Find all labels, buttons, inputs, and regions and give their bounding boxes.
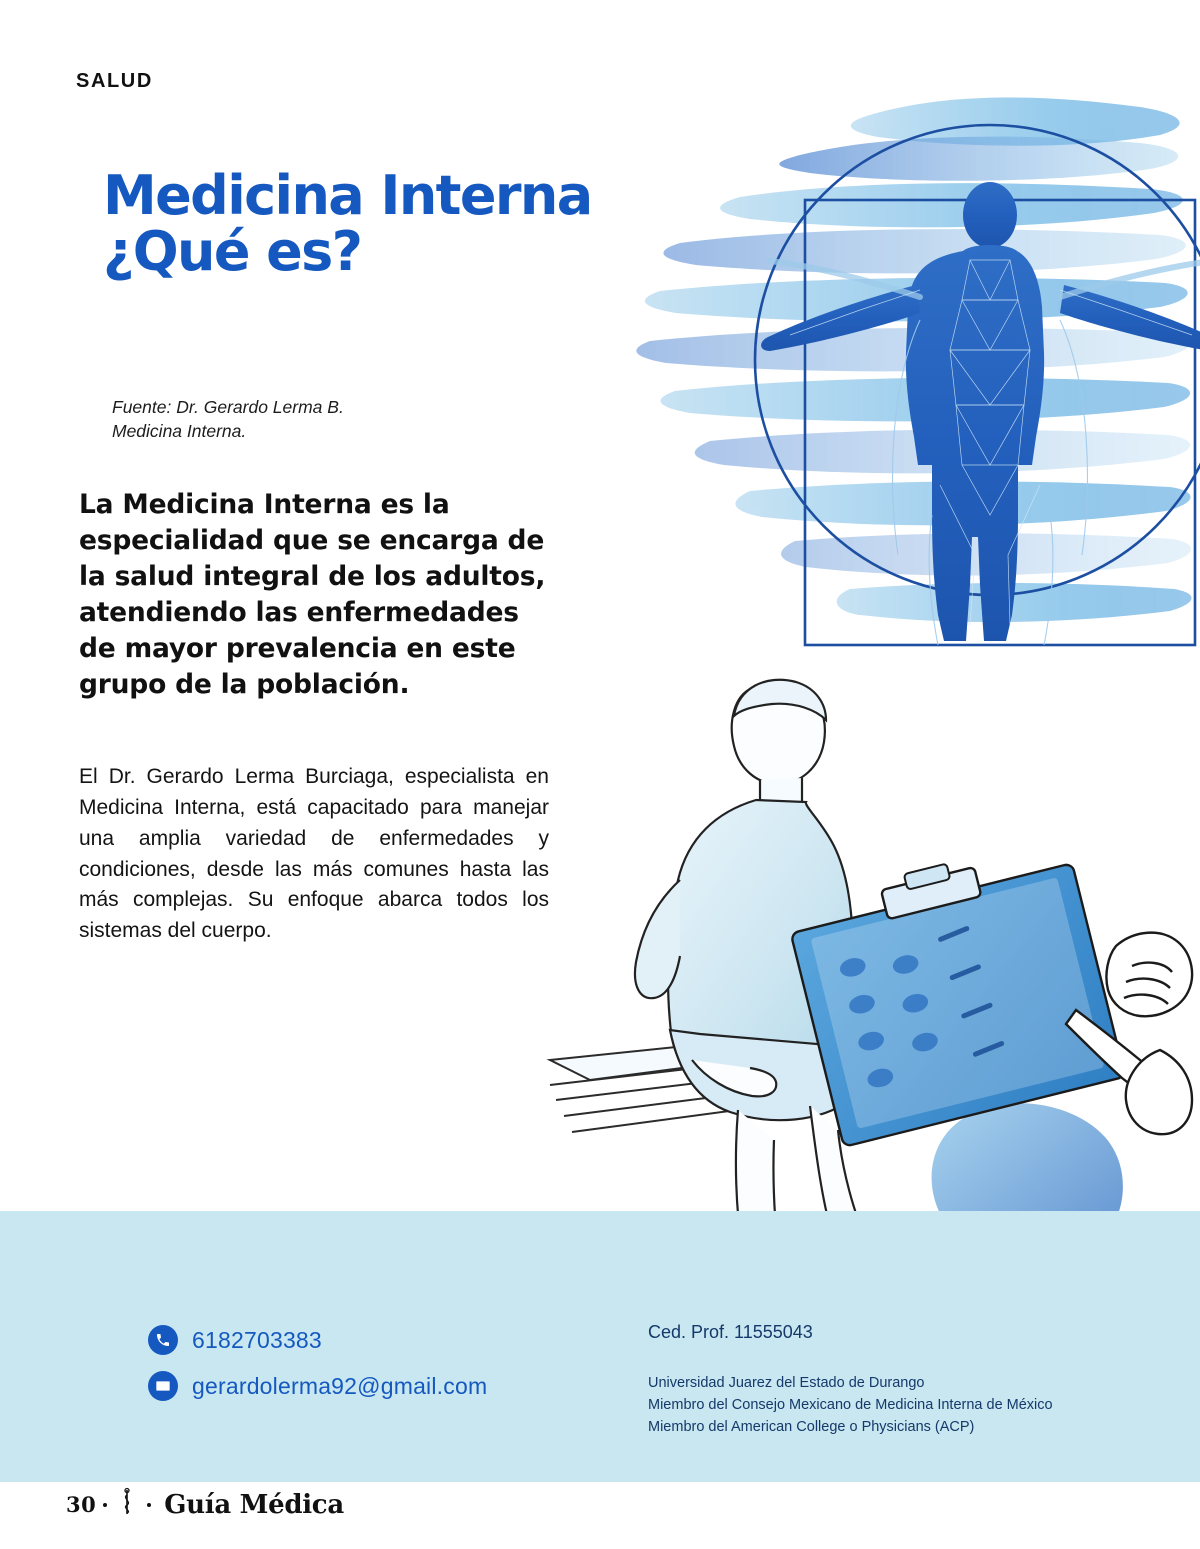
phone-icon <box>148 1325 178 1355</box>
section-kicker: SALUD <box>76 70 153 92</box>
source-line-1: Fuente: Dr. Gerardo Lerma B. <box>112 397 344 417</box>
vitruvian-man-svg <box>620 85 1200 675</box>
footer-dot-right <box>147 1503 151 1507</box>
email-row[interactable] <box>148 1371 608 1401</box>
professional-license: Ced. Prof. 11555043 <box>648 1322 813 1342</box>
title-line-2: ¿Qué es? <box>103 219 362 283</box>
caduceus-icon <box>120 1487 134 1522</box>
contact-block <box>148 1325 608 1417</box>
brand-name: Guía Médica <box>164 1489 344 1520</box>
phone-row[interactable] <box>148 1325 608 1355</box>
source-line-2: Medicina Interna. <box>112 420 247 441</box>
email-address: gerardolerma92@gmail.com <box>192 1372 488 1399</box>
page-number: 30 <box>66 1492 97 1517</box>
envelope-icon <box>148 1371 178 1401</box>
vitruvian-man-illustration <box>620 85 1200 675</box>
credential-line-3: Miembro del American College o Physicians (ACP) <box>648 1418 975 1435</box>
body-paragraph: El Dr. Gerardo Lerma Burciaga, especialista en Medicina Interna, está capacitado para manejar una amplia variedad de enfermedades y condiciones, desde las más comunes hasta las más complejas. Su enfoque abarca todos los sistemas del cuerpo. <box>79 765 549 943</box>
lead-paragraph: La Medicina Interna es la especialidad que se encarga de la salud integral de los adultos, atendiendo las enfermedades de mayor prevalencia en este grupo de la población. <box>79 489 546 701</box>
title-line-1: Medicina Interna <box>103 164 592 227</box>
footer-dot-left <box>103 1503 107 1507</box>
page-footer <box>66 1487 344 1522</box>
page-title <box>103 164 663 283</box>
credentials-block <box>648 1322 1118 1438</box>
phone-number: 6182703383 <box>192 1326 322 1353</box>
credential-line-2: Miembro del Consejo Mexicano de Medicina Interna de México <box>648 1396 1053 1413</box>
source-credit <box>112 396 532 443</box>
credential-line-1: Universidad Juarez del Estado de Durango <box>648 1375 925 1391</box>
